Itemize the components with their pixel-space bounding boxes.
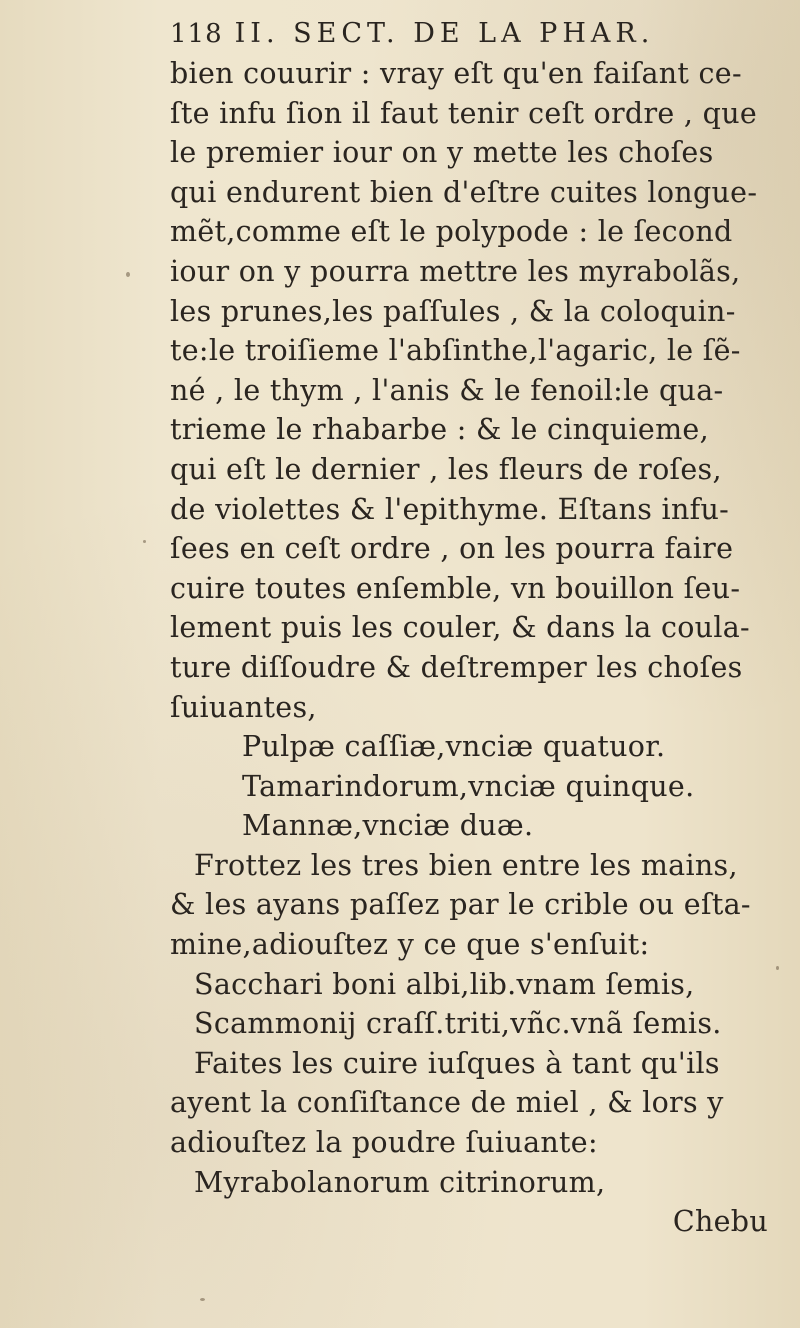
ink-speck [143,540,146,543]
text-line: ayent la conſiſtance de miel , & lors y [170,1086,724,1120]
text-line: ture diſſoudre & deſtremper les choſes [170,650,743,684]
text-line: mẽt,comme eſt le polypode : le ſecond [170,215,733,249]
page-header [170,14,776,54]
text-line: ſuiuantes, [170,690,317,724]
page-number: 118 [170,19,223,49]
ink-speck [200,1298,205,1301]
text-line: qui endurent bien d'eſtre cuites longue- [170,175,758,209]
text-line: te:le troiſieme l'abſinthe,l'agaric, le ſẽ- [170,334,741,368]
text-line: mine,adiouſtez y ce que s'enſuit: [170,928,650,962]
text-line: le premier iour on y mette les choſes [170,136,714,170]
text-line: & les ayans paſſez par le crible ou eſta- [170,888,751,922]
text-line: adiouſtez la poudre ſuiuante: [170,1126,598,1160]
text-line: ſees en ceſt ordre , on les pourra faire [170,532,734,566]
text-line: né , le thym , l'anis & le fenoil:le qua- [170,373,724,407]
text-line: cuire toutes enſemble, vn bouillon ſeu- [170,571,741,605]
text-line: ſte infu ſion il faut tenir ceſt ordre , que [170,96,758,130]
text-line: Myrabolanorum citrinorum, [194,1165,606,1199]
text-line: Scammonij craſſ.triti,vñc.vnã ſemis. [194,1007,722,1041]
text-line: Frottez les tres bien entre les mains, [194,848,738,882]
text-line: de violettes & l'epithyme. Eſtans infu- [170,492,730,526]
text-line: Tamarindorum,vnciæ quinque. [242,769,695,803]
ink-speck [126,272,130,277]
text-line: lement puis les couler, & dans la coula- [170,611,750,645]
text-line: qui eſt le dernier , les fleurs de roſes, [170,452,722,486]
running-title: II. SECT. DE LA PHAR. [234,18,655,49]
text-line: les prunes,les paſſules , & la coloquin- [170,294,736,328]
text-line: trieme le rhabarbe : & le cinquieme, [170,413,709,447]
text-line: Faites les cuire iuſques à tant qu'ils [194,1046,720,1080]
text-line: bien couurir : vray eſt qu'en faiſant ce- [170,57,742,90]
catchword: Chebu [672,1205,768,1239]
text-line: iour on y pourra mettre les myrabolãs, [170,254,741,288]
body-text [170,54,776,1242]
text-line: Sacchari boni albi,lib.vnam ſemis, [194,967,695,1001]
ink-speck [776,966,779,970]
text-line: Pulpæ caſſiæ,vnciæ quatuor. [242,730,666,764]
text-line: Mannæ,vnciæ duæ. [242,809,534,843]
